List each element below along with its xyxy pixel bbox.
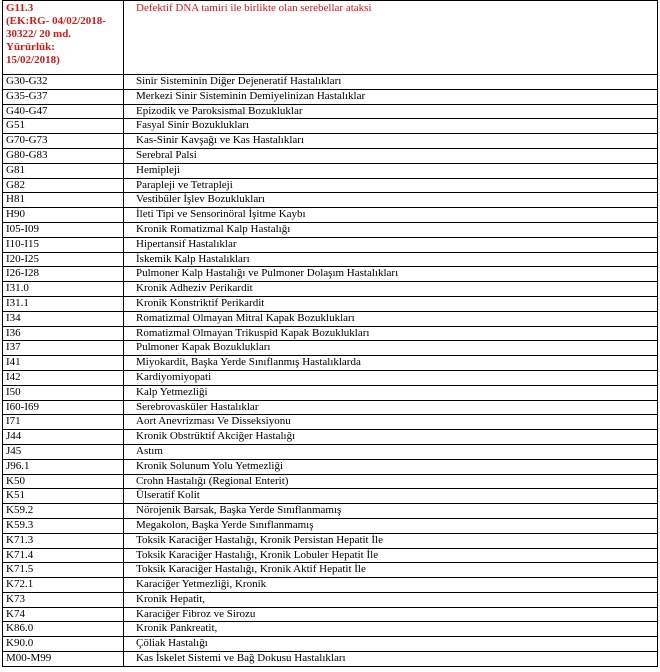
description-cell[interactable]: Çöliak Hastalığı xyxy=(124,637,658,652)
description-cell[interactable]: Pulmoner Kalp Hastalığı ve Pulmoner Dolaşım Hastalıkları xyxy=(124,267,658,282)
description-cell[interactable]: Epizodik ve Paroksismal Bozukluklar xyxy=(124,104,658,119)
code-cell[interactable]: H90 xyxy=(3,208,124,223)
code-cell[interactable]: K73 xyxy=(3,592,124,607)
code-cell[interactable]: I05-I09 xyxy=(3,222,124,237)
code-cell[interactable]: I42 xyxy=(3,370,124,385)
description-cell[interactable]: Romatizmal Olmayan Trikuspid Kapak Bozuklukları xyxy=(124,326,658,341)
table-row xyxy=(3,489,658,504)
table-row xyxy=(3,474,658,489)
description-cell[interactable]: Toksik Karaciğer Hastalığı, Kronik Persistan Hepatit İle xyxy=(124,533,658,548)
table-row xyxy=(3,548,658,563)
description-cell[interactable]: Miyokardit, Başka Yerde Sınıflanmış Hastalıklarda xyxy=(124,356,658,371)
table-row xyxy=(3,459,658,474)
code-cell[interactable]: G70-G73 xyxy=(3,134,124,149)
code-cell[interactable]: K71.3 xyxy=(3,533,124,548)
table-row xyxy=(3,622,658,637)
table-row xyxy=(3,311,658,326)
description-cell[interactable]: Hemipleji xyxy=(124,163,658,178)
description-cell[interactable]: Karaciğer Fibroz ve Sirozu xyxy=(124,607,658,622)
table-row xyxy=(3,252,658,267)
description-cell[interactable]: Kronik Solunum Yolu Yetmezliği xyxy=(124,459,658,474)
description-cell[interactable]: Megakolon, Başka Yerde Sınıflanmamış xyxy=(124,518,658,533)
code-cell[interactable]: I20-I25 xyxy=(3,252,124,267)
code-cell[interactable]: G51 xyxy=(3,119,124,134)
header-code-line: 15/02/2018) xyxy=(6,54,60,66)
description-cell[interactable]: Karaciğer Yetmezliği, Kronik xyxy=(124,578,658,593)
header-code-line: (EK:RG- 04/02/2018- xyxy=(6,15,106,27)
table-row xyxy=(3,222,658,237)
code-cell[interactable]: G40-G47 xyxy=(3,104,124,119)
table-row xyxy=(3,444,658,459)
code-cell[interactable]: J44 xyxy=(3,430,124,445)
description-cell[interactable]: Serebral Palsi xyxy=(124,148,658,163)
description-cell[interactable]: Toksik Karaciğer Hastalığı, Kronik Aktif Hepatit İle xyxy=(124,563,658,578)
header-code-line: Yürürlük: xyxy=(6,41,55,53)
table-row xyxy=(3,119,658,134)
code-cell[interactable]: K72.1 xyxy=(3,578,124,593)
code-cell[interactable]: G80-G83 xyxy=(3,148,124,163)
header-code-line: 30322/ 20 md. xyxy=(6,28,72,40)
description-cell[interactable]: Vestibüler İşlev Bozuklukları xyxy=(124,193,658,208)
code-cell[interactable]: K86.0 xyxy=(3,622,124,637)
description-cell[interactable]: Serebrovasküler Hastalıklar xyxy=(124,400,658,415)
table-row xyxy=(3,504,658,519)
code-cell[interactable]: K74 xyxy=(3,607,124,622)
code-cell[interactable]: K59.2 xyxy=(3,504,124,519)
description-cell[interactable]: Romatizmal Olmayan Mitral Kapak Bozuklukları xyxy=(124,311,658,326)
table-row xyxy=(3,163,658,178)
description-cell[interactable]: Kardiyomiyopati xyxy=(124,370,658,385)
description-cell[interactable]: Sinir Sisteminin Diğer Dejeneratif Hastalıkları xyxy=(124,75,658,90)
description-cell[interactable]: Fasyal Sinir Bozuklukları xyxy=(124,119,658,134)
code-cell[interactable]: K51 xyxy=(3,489,124,504)
description-cell[interactable]: İleti Tipi ve Sensorinöral İşitme Kaybı xyxy=(124,208,658,223)
table-row xyxy=(3,267,658,282)
table-row xyxy=(3,592,658,607)
table-row xyxy=(3,385,658,400)
table-row xyxy=(3,104,658,119)
code-cell[interactable]: K71.4 xyxy=(3,548,124,563)
table-row xyxy=(3,637,658,652)
code-cell[interactable]: K50 xyxy=(3,474,124,489)
description-cell[interactable]: Pulmoner Kapak Bozuklukları xyxy=(124,341,658,356)
header-row xyxy=(3,1,658,75)
table-row xyxy=(3,134,658,149)
code-cell[interactable]: K71.5 xyxy=(3,563,124,578)
code-cell[interactable]: I60-I69 xyxy=(3,400,124,415)
table-row xyxy=(3,296,658,311)
description-cell[interactable]: Kronik Konstriktif Perikardit xyxy=(124,296,658,311)
code-cell[interactable]: H81 xyxy=(3,193,124,208)
table-row xyxy=(3,193,658,208)
description-cell[interactable]: Crohn Hastalığı (Regional Enterit) xyxy=(124,474,658,489)
code-cell[interactable]: M00-M99 xyxy=(3,652,124,667)
code-cell[interactable]: I10-I15 xyxy=(3,237,124,252)
description-cell[interactable]: Kalp Yetmezliği xyxy=(124,385,658,400)
table-row xyxy=(3,326,658,341)
description-cell[interactable]: Kas İskelet Sistemi ve Bağ Dokusu Hastalıkları xyxy=(124,652,658,667)
table-row xyxy=(3,400,658,415)
table-row xyxy=(3,75,658,90)
code-cell[interactable]: J96.1 xyxy=(3,459,124,474)
table-row xyxy=(3,518,658,533)
header-description: Defektif DNA tamiri ile birlikte olan serebellar ataksi xyxy=(136,2,372,14)
code-cell[interactable]: I31.1 xyxy=(3,296,124,311)
header-code-line: G11.3 xyxy=(6,2,34,14)
code-cell[interactable]: I31.0 xyxy=(3,282,124,297)
description-cell[interactable]: İskemik Kalp Hastalıkları xyxy=(124,252,658,267)
description-cell[interactable]: Kronik Obstrüktif Akciğer Hastalığı xyxy=(124,430,658,445)
table-row xyxy=(3,282,658,297)
icd-code-table xyxy=(2,0,658,667)
description-cell[interactable]: Astım xyxy=(124,444,658,459)
table-row xyxy=(3,607,658,622)
code-cell[interactable]: K59.3 xyxy=(3,518,124,533)
description-cell[interactable]: Aort Anevrizması Ve Disseksiyonu xyxy=(124,415,658,430)
header-description-cell[interactable] xyxy=(124,1,658,75)
description-cell[interactable]: Kronik Romatizmal Kalp Hastalığı xyxy=(124,222,658,237)
table-row xyxy=(3,370,658,385)
description-cell[interactable]: Merkezi Sinir Sisteminin Demiyelinizan Hastalıklar xyxy=(124,89,658,104)
code-cell[interactable]: J45 xyxy=(3,444,124,459)
code-cell[interactable]: G35-G37 xyxy=(3,89,124,104)
code-cell[interactable]: I41 xyxy=(3,356,124,371)
table-row xyxy=(3,237,658,252)
code-cell[interactable]: I71 xyxy=(3,415,124,430)
table-row xyxy=(3,652,658,667)
table-row xyxy=(3,178,658,193)
table-body xyxy=(3,1,658,667)
table-row xyxy=(3,578,658,593)
table-row xyxy=(3,341,658,356)
table-row xyxy=(3,148,658,163)
code-cell[interactable]: I37 xyxy=(3,341,124,356)
description-cell[interactable]: Kas-Sinir Kavşağı ve Kas Hastalıkları xyxy=(124,134,658,149)
code-cell[interactable]: G82 xyxy=(3,178,124,193)
description-cell[interactable]: Kronik Hepatit, xyxy=(124,592,658,607)
description-cell[interactable]: Hipertansif Hastalıklar xyxy=(124,237,658,252)
header-code-cell[interactable] xyxy=(3,1,124,75)
table-row xyxy=(3,208,658,223)
table-row xyxy=(3,89,658,104)
table-row xyxy=(3,533,658,548)
code-cell[interactable]: I26-I28 xyxy=(3,267,124,282)
description-cell[interactable]: Nörojenik Barsak, Başka Yerde Sınıflanmamış xyxy=(124,504,658,519)
code-cell[interactable]: I50 xyxy=(3,385,124,400)
table-row xyxy=(3,563,658,578)
code-cell[interactable]: K90.0 xyxy=(3,637,124,652)
description-cell[interactable]: Kronik Adheziv Perikardit xyxy=(124,282,658,297)
table-row xyxy=(3,415,658,430)
table-row xyxy=(3,356,658,371)
code-cell[interactable]: I34 xyxy=(3,311,124,326)
code-cell[interactable]: G30-G32 xyxy=(3,75,124,90)
description-cell[interactable]: Toksik Karaciğer Hastalığı, Kronik Lobuler Hepatit İle xyxy=(124,548,658,563)
description-cell[interactable]: Parapleji ve Tetrapleji xyxy=(124,178,658,193)
description-cell[interactable]: Kronik Pankreatit, xyxy=(124,622,658,637)
code-cell[interactable]: I36 xyxy=(3,326,124,341)
description-cell[interactable]: Ülseratif Kolit xyxy=(124,489,658,504)
code-cell[interactable]: G81 xyxy=(3,163,124,178)
table-row xyxy=(3,430,658,445)
